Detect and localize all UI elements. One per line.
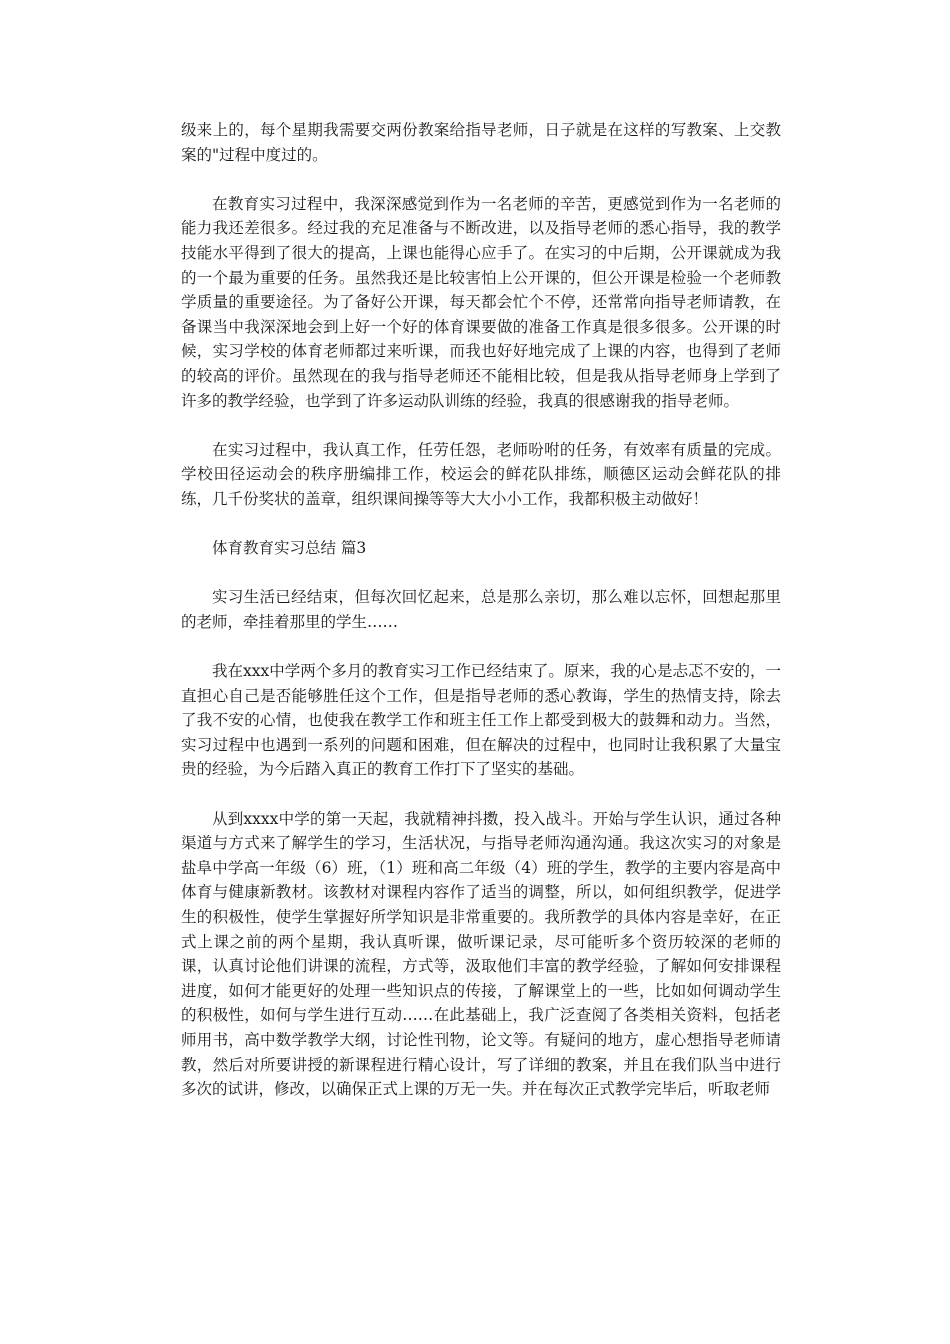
paragraph-work-attitude: 在实习过程中，我认真工作，任劳任怨，老师吩咐的任务，有效率有质量的完成。学校田径运动会的秩序册编排工作，校运会的鲜花队排练，顺德区运动会鲜花队的排练，几千份奖状的盖章，组织课间操等等大大小小工作，我都积极主动做好！ xyxy=(181,440,781,508)
section-heading: 体育教育实习总结 篇3 xyxy=(212,539,367,558)
paragraph-first-day: 从到xxxx中学的第一天起，我就精神抖擞，投入战斗。开始与学生认识，通过各种渠道与方式来了解学生的学习，生活状况，与指导老师沟通沟通。我这次实习的对象是盐阜中学高一年级（6）班，（1）班和高二年级（4）班的学生，教学的主要内容是高中体育与健康新教材。该教材对课程内容作了适当的调整，所以，如何组织教学，促进学生的积极性，使学生掌握好所学知识是非常重要的。我所教学的具体内容是幸好，在正式上课之前的两个星期，我认真听课，做听课记录，尽可能听多个资历较深的老师的课，认真讨论他们讲课的流程，方式等，汲取他们丰富的教学经验，了解如何安排课程进度，如何才能更好的处理一些知识点的传接，了解课堂上的一些，比如如何调动学生的积极性，如何与学生进行互动……在此基础上，我广泛查阅了各类相关资料，包括老师用书，高中数学教学大纲，讨论性刊物，论文等。有疑问的地方，虚心想指导老师请教，然后对所要讲授的新课程进行精心设计，写了详细的教案，并且在我们队当中进行多次的试讲，修改，以确保正式上课的万无一失。并在每次正式教学完毕后，听取老师 xyxy=(181,809,781,1099)
paragraph-teaching-experience: 在教育实习过程中，我深深感觉到作为一名老师的辛苦，更感觉到作为一名老师的能力我还差很多。经过我的充足准备与不断改进，以及指导老师的悉心指导，我的教学技能水平得到了很大的提高，上课也能得心应手了。在实习的中后期，公开课就成为我的一个最为重要的任务。虽然我还是比较害怕上公开课的，但公开课是检验一个老师教学质量的重要途径。为了备好公开课，每天都会忙个不停，还常常向指导老师请教，在备课当中我深深地会到上好一个好的体育课要做的准备工作真是很多很多。公开课的时候，实习学校的体育老师都过来听课，而我也好好地完成了上课的内容，也得到了老师的较高的评价。虽然现在的我与指导老师还不能相比较，但是我从指导老师身上学到了许多的教学经验，也学到了许多运动队训练的经验，我真的很感谢我的指导老师。 xyxy=(181,194,781,410)
document-body xyxy=(181,118,781,1126)
paragraph-internship-end: 我在xxx中学两个多月的教育实习工作已经结束了。原来，我的心是忐忑不安的，一直担心自己是否能够胜任这个工作，但是指导老师的悉心教诲，学生的热情支持，除去了我不安的心情，也使我在教学工作和班主任工作上都受到极大的鼓舞和动力。当然，实习过程中也遇到一系列的问题和困难，但在解决的过程中，也同时让我积累了大量宝贵的经验，为今后踏入真正的教育工作打下了坚实的基础。 xyxy=(181,662,781,779)
paragraph-memories: 实习生活已经结束，但每次回忆起来，总是那么亲切，那么难以忘怀，回想起那里的老师，牵挂着那里的学生…… xyxy=(181,588,781,631)
paragraph-continued: 级来上的，每个星期我需要交两份教案给指导老师，日子就是在这样的写教案、上交教案的"过程中度过的。 xyxy=(181,121,781,164)
